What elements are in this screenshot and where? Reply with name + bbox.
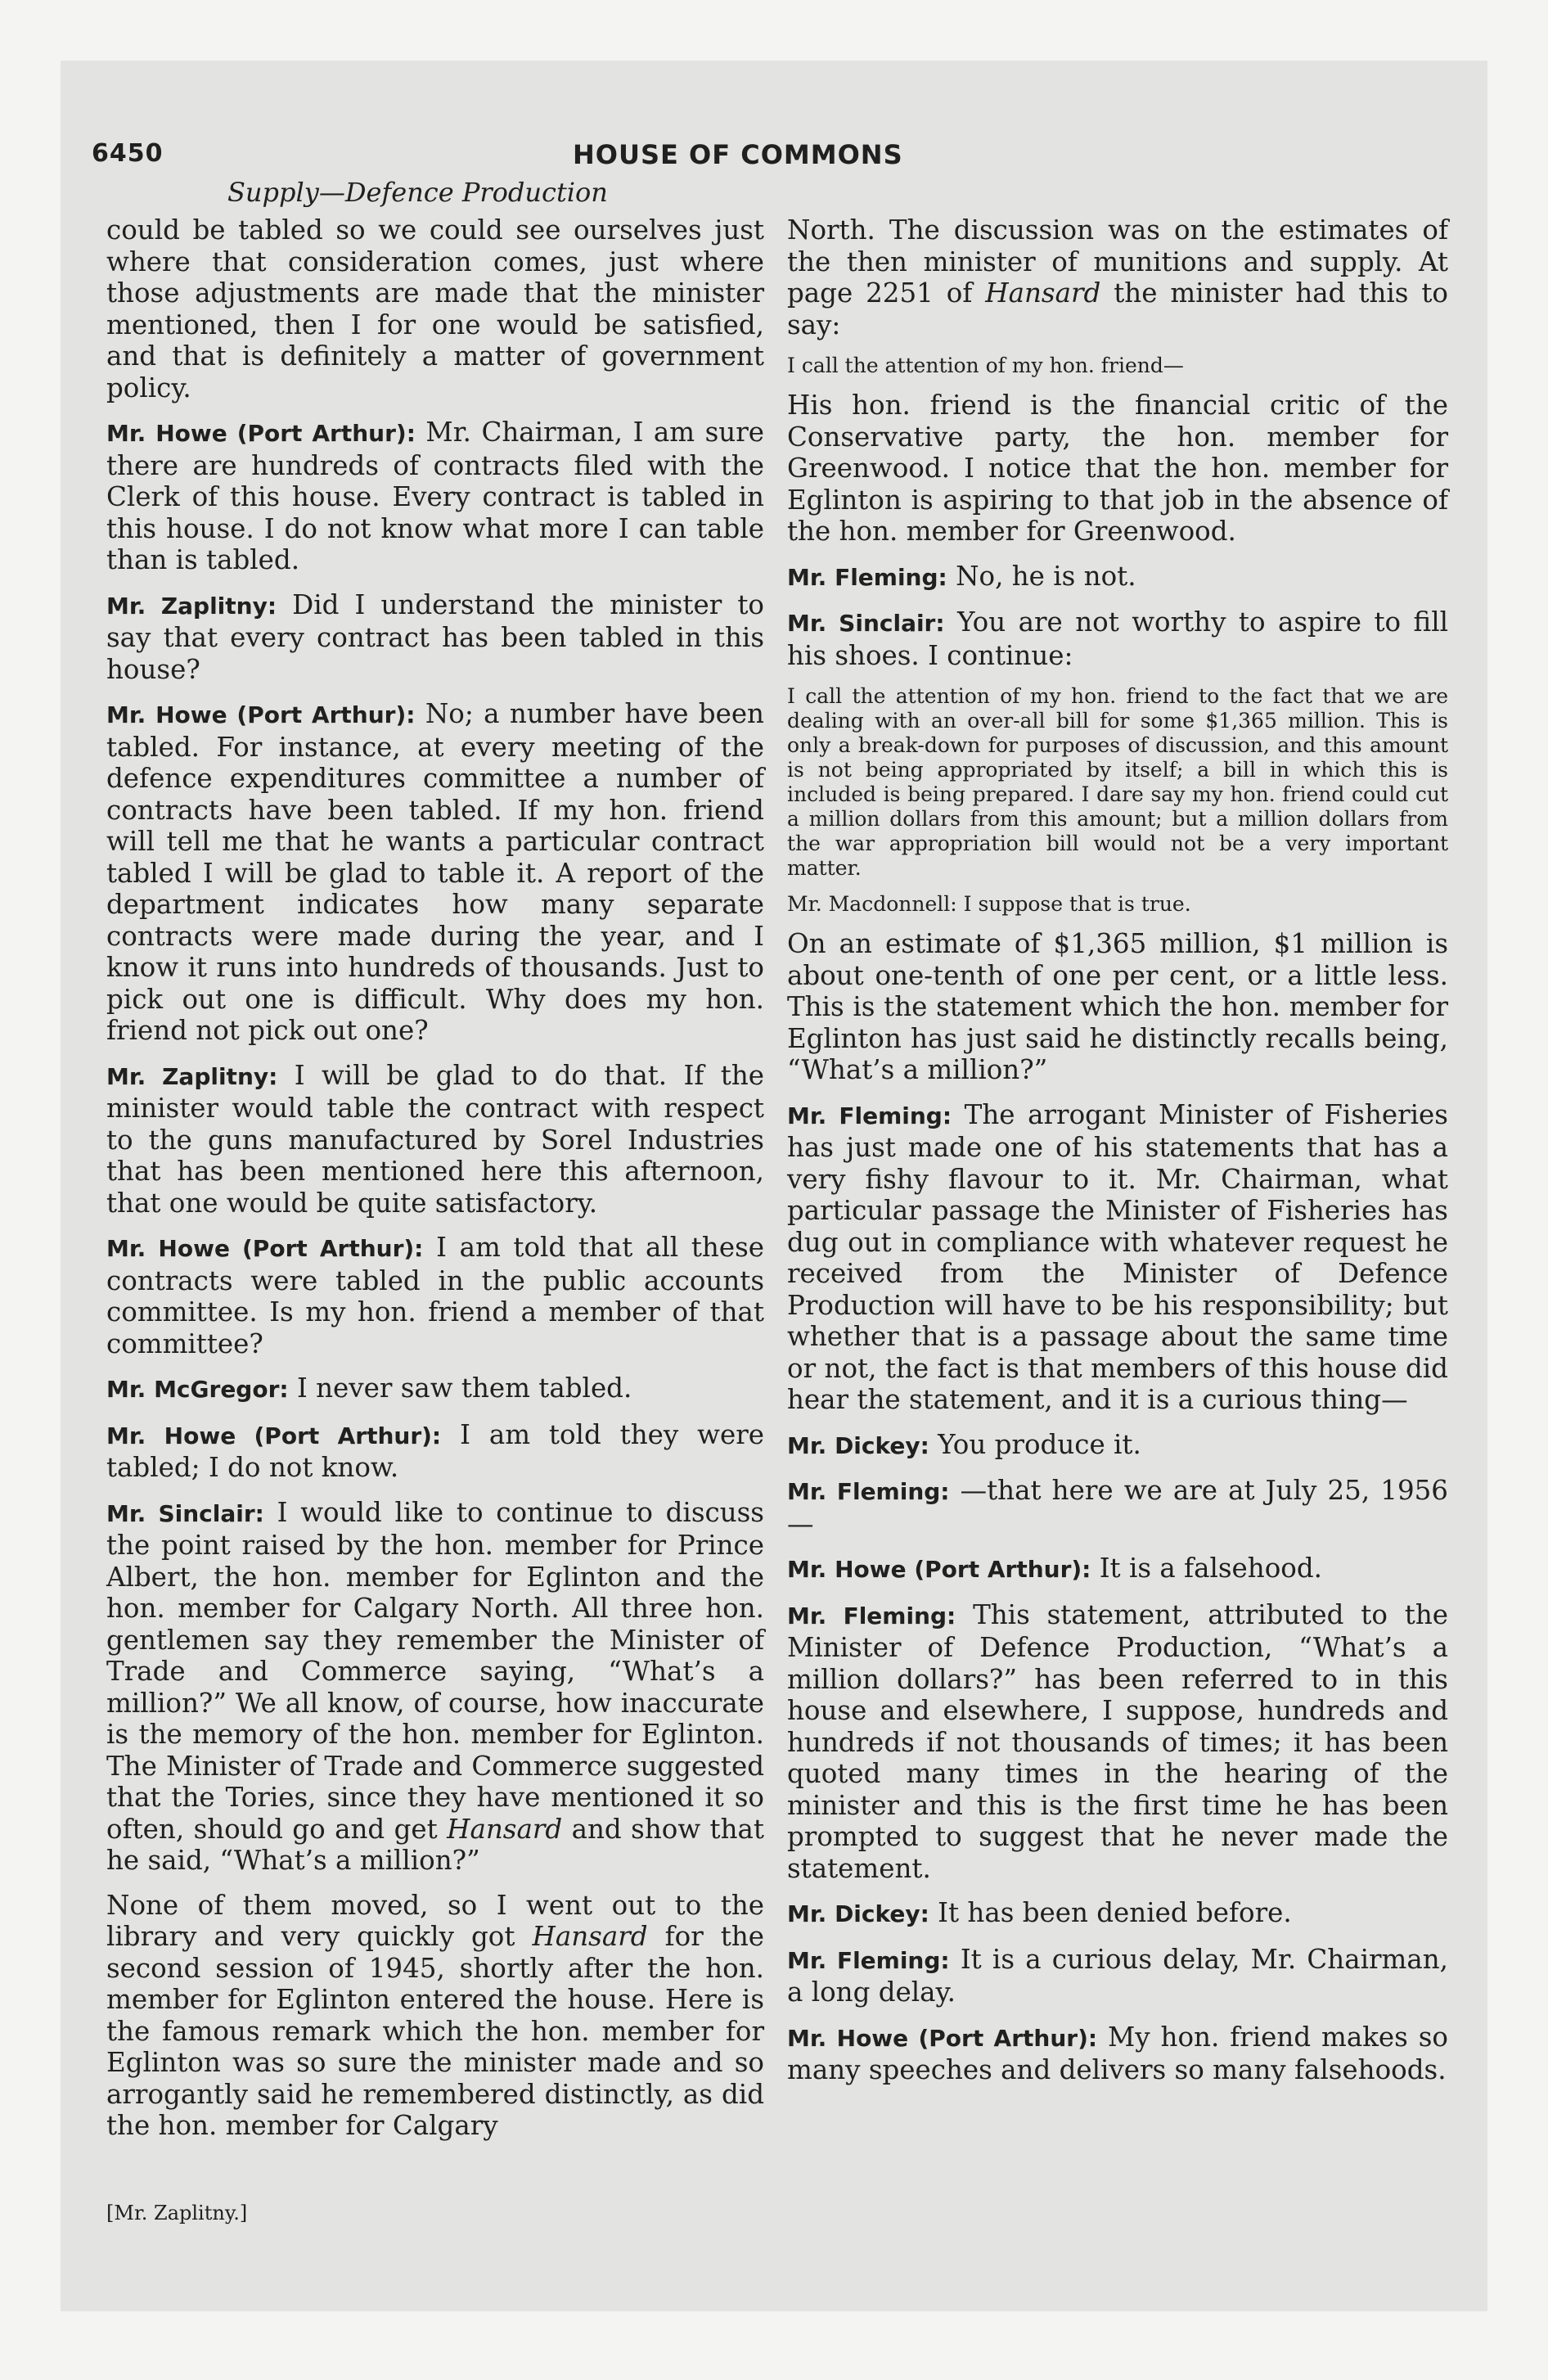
paragraph: Mr. Howe (Port Arthur): I am told that all these contracts were tabled in the public accounts committee. Is my hon. friend a member of that committee? (106, 1232, 764, 1359)
speaker-name: Mr. McGregor: (106, 1376, 289, 1403)
speaker-name: Mr. Dickey: (787, 1900, 929, 1927)
paragraph: Mr. Sinclair: You are not worthy to aspire to fill his shoes. I continue: (787, 606, 1448, 671)
paragraph: Mr. Zaplitny: I will be glad to do that. If the minister would table the contract with respect to the guns manufactured by Sorel Industries that has been mentioned here this afternoon, that one would be quite satisfactory. (106, 1059, 764, 1219)
right-column (787, 214, 1448, 2099)
paragraph: Mr. Fleming: —that here we are at July 25, 1956— (787, 1475, 1448, 1539)
paragraph: Mr. Dickey: You produce it. (787, 1428, 1141, 1460)
speaker-name: Mr. Sinclair: (787, 610, 945, 637)
paragraph: His hon. friend is the financial critic of the Conservative party, the hon. member for Greenwood. I notice that the hon. member for Eglinton is aspiring to that job in the absence of the hon. member for Greenwood. (787, 390, 1448, 547)
speaker-name: Mr. Howe (Port Arthur): (106, 701, 416, 728)
paragraph: Mr. Fleming: The arrogant Minister of Fisheries has just made one of his statements that has a very fishy flavour to it. Mr. Chairman, what particular passage the Minister of Fisheries has dug out in compliance with whatever request he received from the Minister of Defence Production will have to be his responsibility; but whether that is a passage about the same time or not, the fact is that members of this house did hear the statement, and it is a curious thing— (787, 1098, 1448, 1415)
speaker-name: Mr. Howe (Port Arthur): (787, 2024, 1098, 2052)
speaker-name: Mr. Howe (Port Arthur): (787, 1556, 1091, 1583)
paragraph: Mr. Howe (Port Arthur): It is a falsehood. (787, 1553, 1322, 1584)
speaker-name: Mr. Zaplitny: (106, 1062, 278, 1090)
speaker-name: Mr. Fleming: (787, 1102, 952, 1129)
page-title: HOUSE OF COMMONS (573, 139, 903, 170)
footer-note: [Mr. Zaplitny.] (106, 2202, 248, 2224)
paragraph: Mr. Fleming: This statement, attributed to the Minister of Defence Production, “What’s a million dollars?” has been referred to in this house and elsewhere, I suppose, hundreds and hundreds if not thousands of times; it has been quoted many times in the hearing of the minister and this is the first time he has been prompted to suggest that he never made the statement. (787, 1598, 1448, 1884)
speaker-name: Mr. Zaplitny: (106, 592, 277, 620)
speaker-name: Mr. Howe (Port Arthur): (106, 1422, 442, 1449)
speaker-name: Mr. Howe (Port Arthur): (106, 420, 416, 447)
speaker-name: Mr. Macdonnell: (787, 892, 957, 916)
paragraph: Mr. McGregor: I never saw them tabled. (106, 1373, 632, 1404)
speaker-name: Mr. Howe (Port Arthur): (106, 1235, 424, 1262)
paragraph: On an estimate of $1,365 million, $1 million is about one-tenth of one per cent, or a little less. This is the statement which the hon. member for Eglinton has just said he distinctly recalls being, “What’s a million?” (787, 928, 1448, 1085)
section-subtitle: Supply—Defence Production (227, 177, 608, 208)
speaker-name: Mr. Sinclair: (106, 1499, 264, 1527)
speaker-name: Mr. Fleming: (787, 563, 947, 591)
speaker-name: Mr. Fleming: (787, 1946, 950, 1974)
paragraph: Mr. Fleming: No, he is not. (787, 560, 1136, 592)
speaker-name: Mr. Dickey: (787, 1431, 929, 1459)
block-quote: I call the attention of my hon. friend— (787, 354, 1184, 377)
paragraph: Mr. Dickey: It has been denied before. (787, 1897, 1292, 1928)
page-number: 6450 (92, 139, 164, 168)
block-quote: I call the attention of my hon. friend to the fact that we are dealing with an over-all bill for some $1,365 million. This is only a break-down for purposes of discussion, and this amount is not being appropriated by itself; a bill in which this is included is being prepared. I dare say my hon. friend could cut a million dollars from this amount; but a million dollars from the war appropriation bill would not be a very important matter. (787, 684, 1448, 880)
paragraph: Mr. Howe (Port Arthur): I am told they were tabled; I do not know. (106, 1418, 764, 1483)
paragraph: Mr. Fleming: It is a curious delay, Mr. Chairman, a long delay. (787, 1943, 1448, 2008)
speaker-name: Mr. Fleming: (787, 1602, 956, 1629)
paragraph: Mr. Sinclair: I would like to continue to discuss the point raised by the hon. member for Prince Albert, the hon. member for Eglinton and the hon. member for Calgary North. All three hon. gentlemen say they remember the Minister of Trade and Commerce saying, “What’s a million?” We all know, of course, how inaccurate is the memory of the hon. member for Eglinton. The Minister of Trade and Commerce suggested that the Tories, since they have mentioned it so often, should go and get Hansard and show that he said, “What’s a million?” (106, 1496, 764, 1876)
paragraph: North. The discussion was on the estimates of the then minister of munitions and supply. At page 2251 of Hansard the minister had this to say: (787, 214, 1448, 340)
paragraph: None of them moved, so I went out to the library and very quickly got Hansard for the second session of 1945, shortly after the hon. member for Eglinton entered the house. Here is the famous remark which the hon. member for Eglinton was so sure the minister made and so arrogantly said he remembered distinctly, as did the hon. member for Calgary (106, 1889, 764, 2141)
speaker-name: Mr. Fleming: (787, 1478, 950, 1505)
paragraph: could be tabled so we could see ourselves just where that consideration comes, just where those adjustments are made that the minister mentioned, then I for one would be satisfied, and that is definitely a matter of government policy. (106, 214, 764, 403)
paragraph: Mr. Howe (Port Arthur): No; a number have been tabled. For instance, at every meeting of the defence expenditures committee a number of contracts have been tabled. If my hon. friend will tell me that he wants a particular contract tabled I will be glad to table it. A report of the department indicates how many separate contracts were made during the year, and I know it runs into hundreds of thousands. Just to pick out one is difficult. Why does my hon. friend not pick out one? (106, 698, 764, 1046)
block-quote: Mr. Macdonnell: I suppose that is true. (787, 892, 1191, 916)
paragraph: Mr. Howe (Port Arthur): My hon. friend makes so many speeches and delivers so many falsehoods. (787, 2021, 1448, 2085)
left-column (106, 214, 764, 2155)
paragraph: Mr. Howe (Port Arthur): Mr. Chairman, I am sure there are hundreds of contracts filed with the Clerk of this house. Every contract is tabled in this house. I do not know what more I can table than is tabled. (106, 417, 764, 575)
paragraph: Mr. Zaplitny: Did I understand the minister to say that every contract has been tabled in this house? (106, 588, 764, 685)
